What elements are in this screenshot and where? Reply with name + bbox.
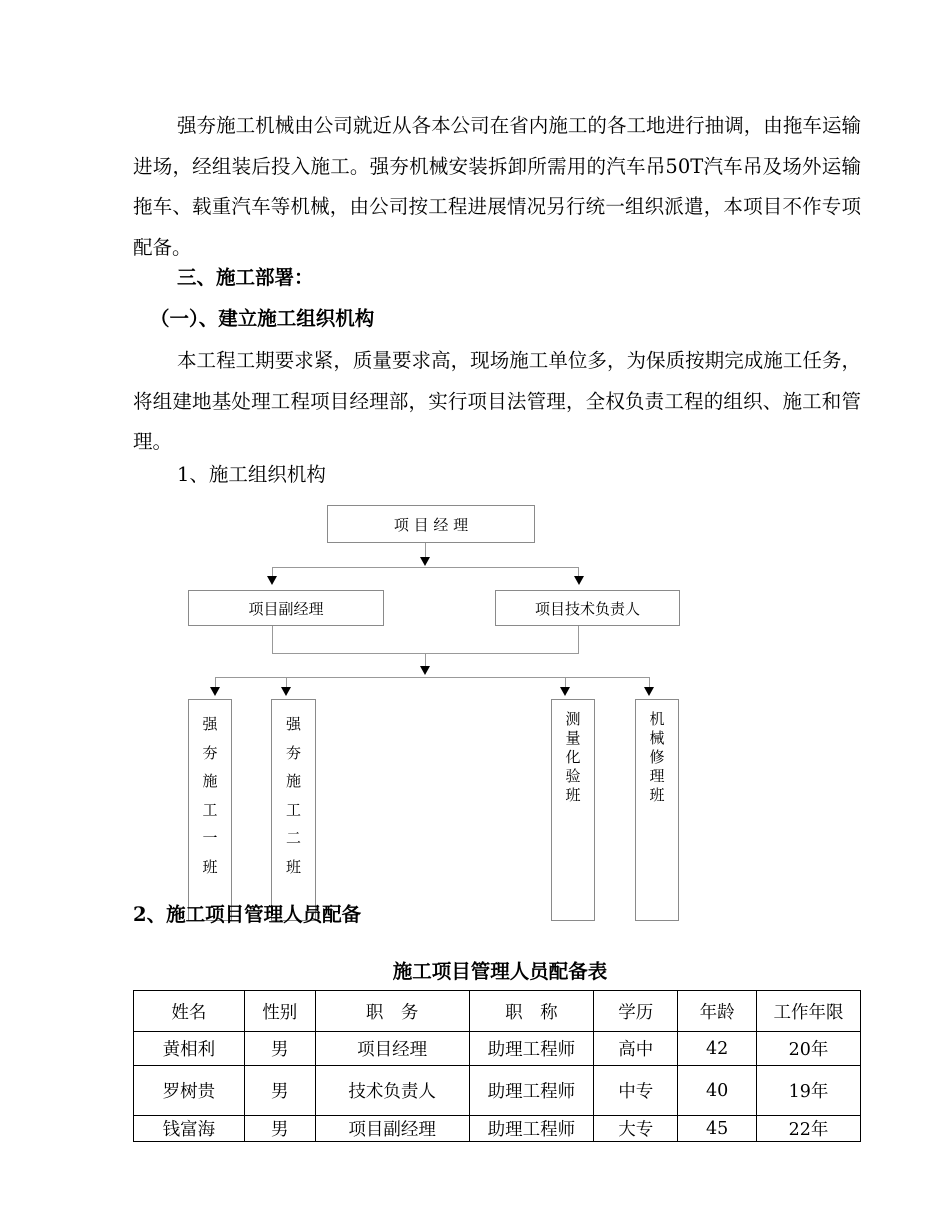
table-cell: 男 <box>244 1032 315 1066</box>
table-cell: 助理工程师 <box>469 1032 594 1066</box>
table-cell: 项目副经理 <box>315 1116 469 1142</box>
column-header: 年龄 <box>678 991 757 1032</box>
table-row <box>134 1066 861 1116</box>
arrow-down-icon <box>267 576 277 585</box>
connector-line <box>215 677 216 687</box>
connector-line <box>215 677 650 678</box>
column-header: 性别 <box>244 991 315 1032</box>
org-box-team-1: 强 夯 施 工 一 班 <box>188 699 232 921</box>
column-header: 职 称 <box>469 991 594 1032</box>
column-header: 职 务 <box>315 991 469 1032</box>
connector-line <box>272 626 273 653</box>
connector-line <box>272 567 579 568</box>
table-cell: 技术负责人 <box>315 1066 469 1116</box>
org-box-survey-team: 测 量 化 验 班 <box>551 699 595 921</box>
arrow-down-icon <box>560 687 570 696</box>
org-box-manager: 项 目 经 理 <box>327 505 535 543</box>
table-cell: 项目经理 <box>315 1032 469 1066</box>
org-box-deputy-manager: 项目副经理 <box>188 590 384 626</box>
column-header: 工作年限 <box>757 991 861 1032</box>
table-cell: 19年 <box>757 1066 861 1116</box>
table-cell: 助理工程师 <box>469 1066 594 1116</box>
arrow-down-icon <box>420 666 430 675</box>
connector-line <box>649 677 650 687</box>
table-cell: 黄相利 <box>134 1032 245 1066</box>
table-cell: 20年 <box>757 1032 861 1066</box>
table-cell: 40 <box>678 1066 757 1116</box>
connector-line <box>578 626 579 653</box>
staff-table <box>133 990 861 1142</box>
arrow-down-icon <box>281 687 291 696</box>
org-box-technical-lead: 项目技术负责人 <box>495 590 680 626</box>
table-title: 施工项目管理人员配备表 <box>392 960 608 983</box>
table-cell: 大专 <box>594 1116 678 1142</box>
section-heading: 三、施工部署： <box>177 266 314 289</box>
table-cell: 45 <box>678 1116 757 1142</box>
subheading-org-chart: 1、施工组织机构 <box>177 463 326 486</box>
connector-line <box>425 653 426 666</box>
column-header: 姓名 <box>134 991 245 1032</box>
connector-line <box>425 543 426 557</box>
arrow-down-icon <box>210 687 220 696</box>
arrow-down-icon <box>574 576 584 585</box>
arrow-down-icon <box>644 687 654 696</box>
table-cell: 男 <box>244 1066 315 1116</box>
table-cell: 罗树贵 <box>134 1066 245 1116</box>
subsection-heading: （一）、建立施工组织机构 <box>150 307 375 330</box>
table-row <box>134 1032 861 1066</box>
paragraph-machinery: 强夯施工机械由公司就近从各本公司在省内施工的各工地进行抽调，由拖车运输进场，经组装后投入施工。强夯机械安装拆卸所需用的汽车吊50T汽车吊及场外运输拖车、载重汽车等机械，由公司按工程进展情况另行统一组织派遣，本项目不作专项配备。 <box>133 114 861 259</box>
table-cell: 22年 <box>757 1116 861 1142</box>
arrow-down-icon <box>420 557 430 566</box>
table-cell: 42 <box>678 1032 757 1066</box>
table-row <box>134 1116 861 1142</box>
connector-line <box>272 567 273 576</box>
paragraph-organization: 本工程工期要求紧，质量要求高，现场施工单位多，为保质按期完成施工任务，将组建地基处理工程项目经理部，实行项目法管理，全权负责工程的组织、施工和管理。 <box>133 349 861 453</box>
table-header-row <box>134 991 861 1032</box>
org-box-repair-team: 机 械 修 理 班 <box>635 699 679 921</box>
column-header: 学历 <box>594 991 678 1032</box>
subheading-staffing: 2、施工项目管理人员配备 <box>133 903 362 926</box>
connector-line <box>286 677 287 687</box>
org-box-team-2: 强 夯 施 工 二 班 <box>271 699 316 921</box>
connector-line <box>565 677 566 687</box>
connector-line <box>578 567 579 576</box>
table-cell: 钱富海 <box>134 1116 245 1142</box>
table-cell: 中专 <box>594 1066 678 1116</box>
table-cell: 高中 <box>594 1032 678 1066</box>
table-cell: 助理工程师 <box>469 1116 594 1142</box>
table-cell: 男 <box>244 1116 315 1142</box>
